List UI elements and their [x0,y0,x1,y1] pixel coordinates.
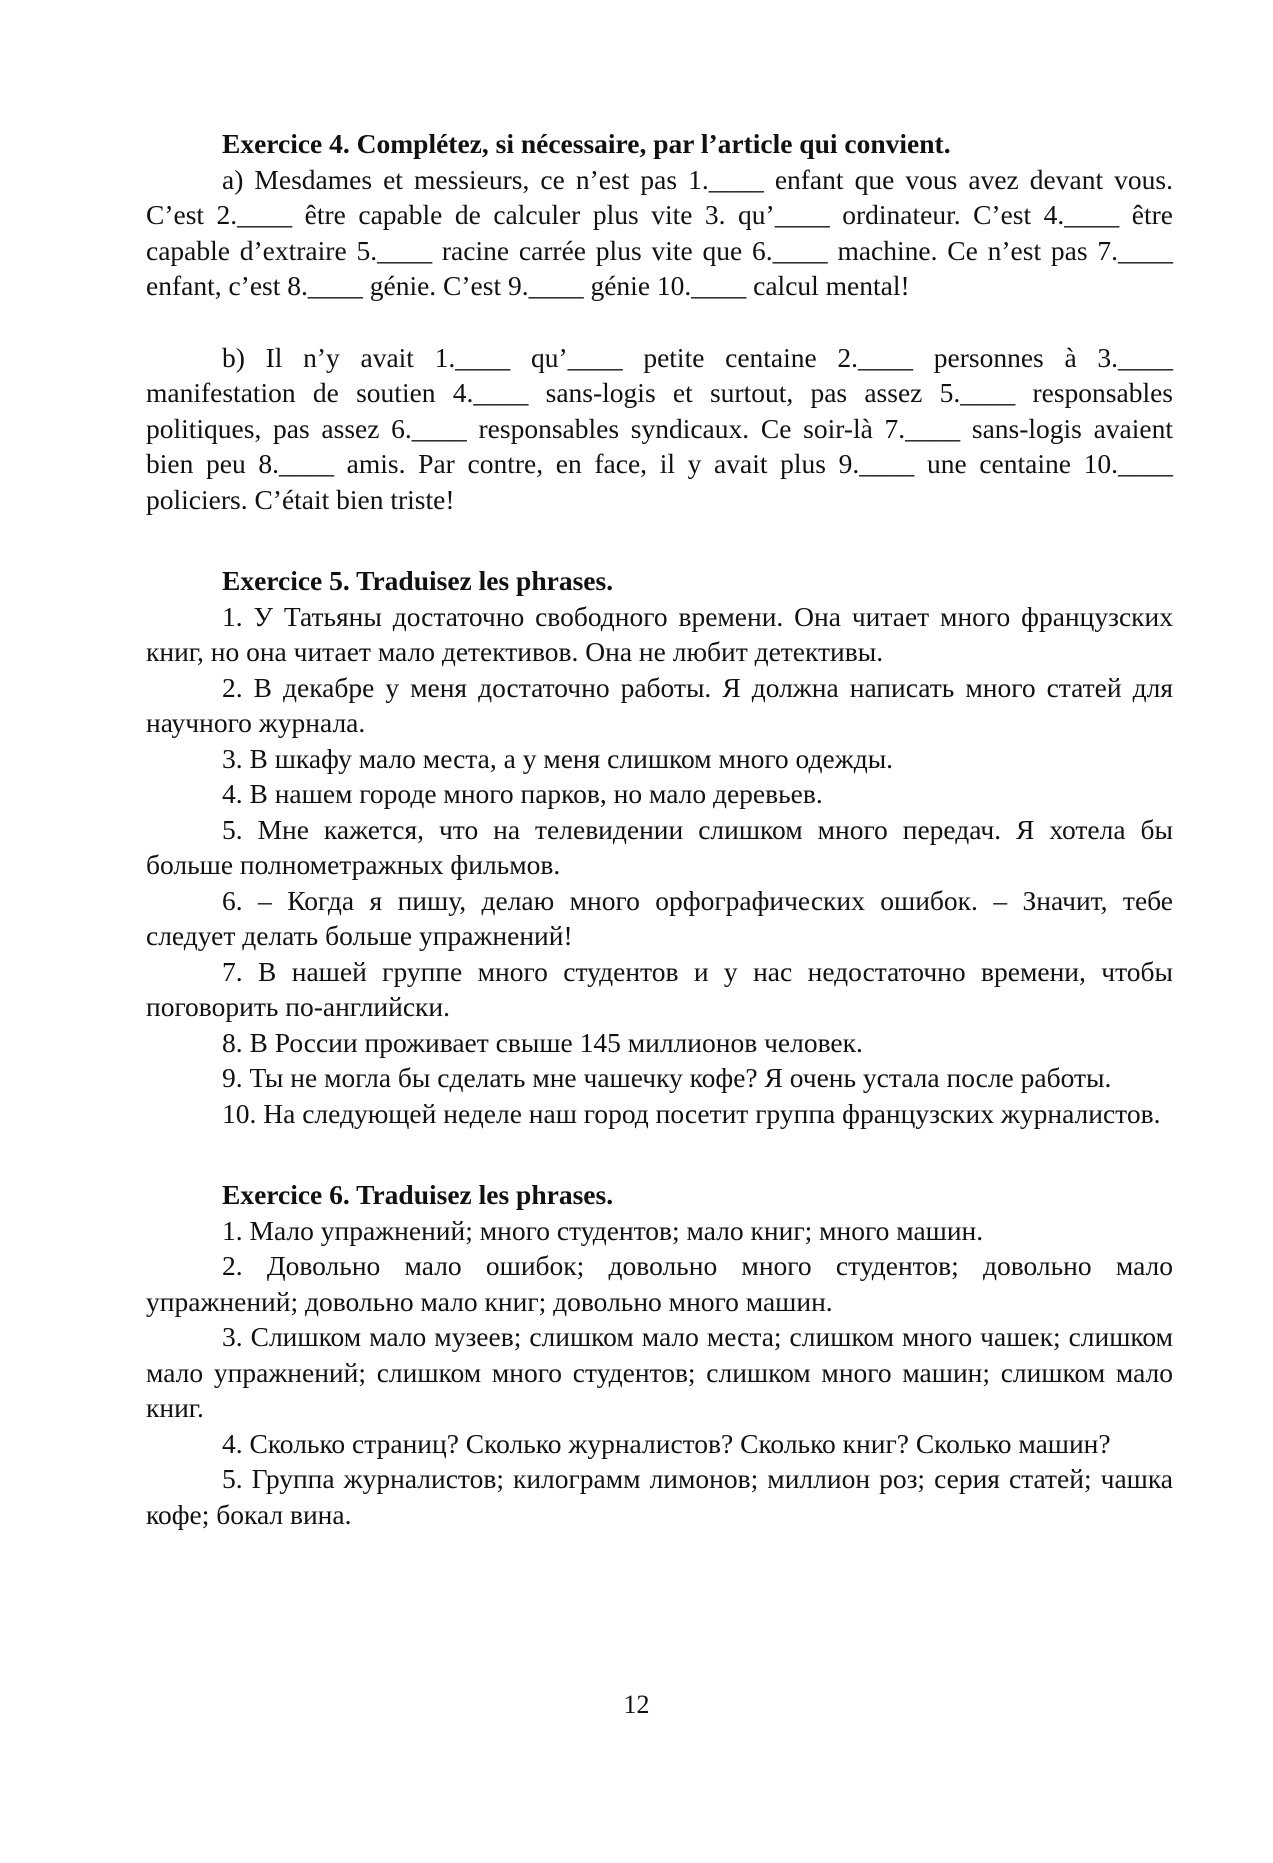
list-item: 10. На следующей неделе наш город посетит группа французских журналистов. [222,1097,1161,1129]
exercise-4-part-b: b) Il n’y avait 1.____ qu’____ petite centaine 2.____ personnes à 3.____ manifestation de soutien 4.____ sans-logis et surtout, pas assez 5.____ responsables politiques, pas assez 6.____ responsables syndicaux. Ce soir-là 7.____ sans-logis avaient bien peu 8.____ amis. Par contre, en face, il y avait plus 9.____ une centaine 10.____ policiers. C’était bien triste! [146,341,1173,515]
list-item: 2. Довольно мало ошибок; довольно много студентов; довольно мало упражнений; довольно мало книг; довольно много машин. [146,1250,1173,1317]
spacer [146,1131,1173,1177]
list-item: 1. Мало упражнений; много студентов; мало книг; много машин. [222,1214,984,1246]
exercise-5-title: Exercice 5. Traduisez les phrases. [222,565,614,596]
list-item: 1. У Татьяны достаточно свободного времени. Она читает много французских книг, но она читает мало детективов. Она не любит детективы. [146,600,1173,667]
exercise-4-title: Exercice 4. Complétez, si nécessaire, par l’article qui convient. [222,128,951,159]
list-item: 8. В России проживает свыше 145 миллионов человек. [222,1026,863,1058]
list-item: 4. В нашем городе много парков, но мало деревьев. [222,778,823,809]
spacer [146,304,1173,340]
list-item: 5. Группа журналистов; килограмм лимонов; миллион роз; серия статей; чашка кофе; бокал вина. [146,1463,1173,1530]
exercise-4-part-a: a) Mesdames et messieurs, ce n’est pas 1.____ enfant que vous avez devant vous. C’est 2.____ être capable de calculer plus vite 3. qu’____ ordinateur. C’est 4.____ être capable d’extraire 5.____ racine carrée plus vite que 6.____ machine. Ce n’est pas 7.____ enfant, c’est 8.____ génie. C’est 9.____ génie 10.____ calcul mental! [146,163,1173,301]
list-item: 5. Мне кажется, что на телевидении слишком много передач. Я хотела бы больше полнометражных фильмов. [146,813,1173,880]
list-item: 3. Слишком мало музеев; слишком мало места; слишком много чашек; слишком мало упражнений; слишком много студентов; слишком много машин; слишком мало книг. [146,1321,1173,1423]
page-number: 12 [623,1690,650,1719]
exercise-5-list [146,599,1173,1132]
spacer [146,517,1173,563]
page-content [146,126,1173,1532]
exercise-6-title: Exercice 6. Traduisez les phrases. [222,1179,614,1210]
list-item: 2. В декабре у меня достаточно работы. Я должна написать много статей для научного журнала. [146,671,1173,738]
list-item: 9. Ты не могла бы сделать мне чашечку кофе? Я очень устала после работы. [222,1062,1112,1093]
list-item: 4. Сколько страниц? Сколько журналистов? Сколько книг? Сколько машин? [222,1427,1111,1459]
list-item: 6. – Когда я пишу, делаю много орфографических ошибок. – Значит, тебе следует делать больше упражнений! [146,884,1173,951]
exercise-6-list [146,1213,1173,1533]
list-item: 7. В нашей группе много студентов и у нас недостаточно времени, чтобы поговорить по-английски. [146,955,1173,1022]
list-item: 3. В шкафу мало места, а у меня слишком много одежды. [222,742,894,774]
